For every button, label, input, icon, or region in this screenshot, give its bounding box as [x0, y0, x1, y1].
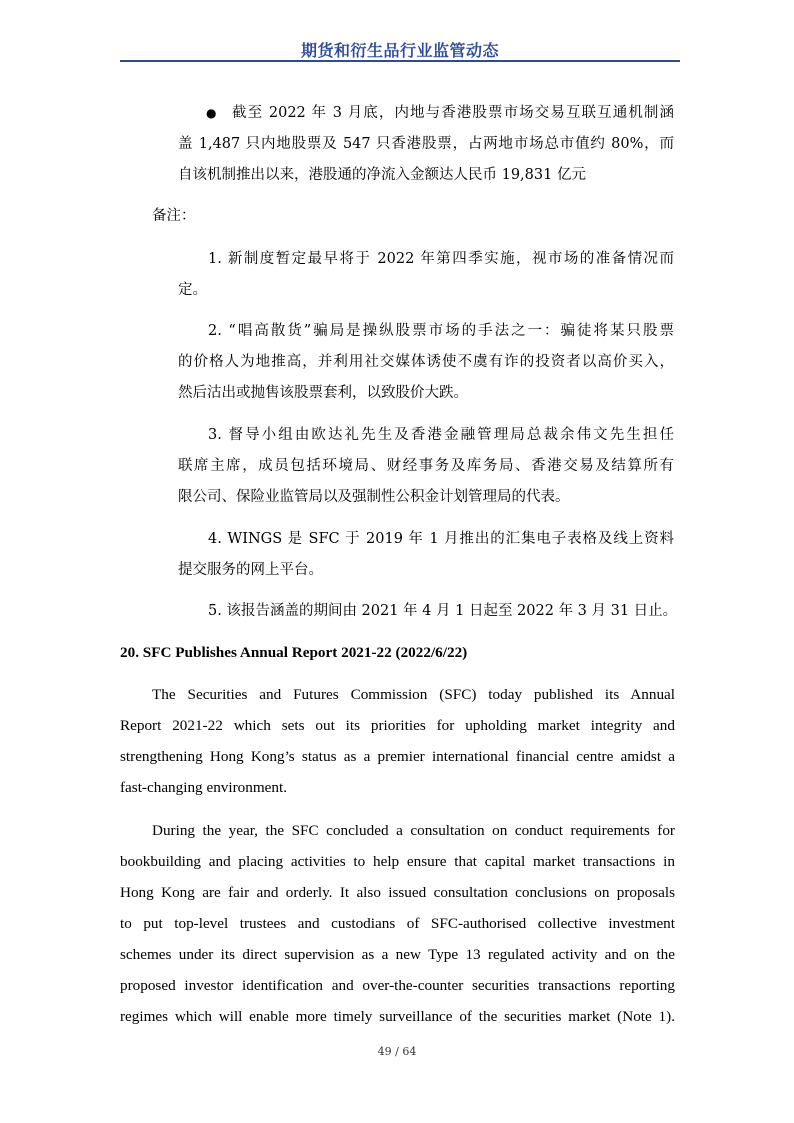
bullet-line: 截至 2022 年 3 月底，内地与香港股票市场交易互联互通机制涵: [232, 105, 674, 121]
paragraph-line: Hong Kong are fair and orderly. It also issued consultation conclusions on proposals: [120, 884, 675, 901]
header-divider: [120, 60, 680, 62]
note-line: 限公司、保险业监管局以及强制性公积金计划管理局的代表。: [178, 489, 570, 505]
note-line: 1. 新制度暂定最早将于 2022 年第四季实施，视市场的准备情况而: [208, 251, 674, 267]
bullet-marker: ●: [206, 106, 217, 120]
paragraph-line: bookbuilding and placing activities to help ensure that capital market transactions in: [120, 853, 675, 870]
paragraph-line: proposed investor identification and over-the-counter securities transactions reporting: [120, 977, 675, 994]
paragraph-line: to put top-level trustees and custodians of SFC-authorised collective investment: [120, 915, 675, 932]
paragraph-line: The Securities and Futures Commission (SFC) today published its Annual: [152, 686, 675, 703]
bullet-line: 盖 1,487 只内地股票及 547 只香港股票，占两地市场总市值约 80%，而: [178, 136, 674, 152]
paragraph-line: schemes under its direct supervision as a new Type 13 regulated activity and on the: [120, 946, 675, 963]
paragraph-line: fast-changing environment.: [120, 779, 288, 796]
paragraph-line: During the year, the SFC concluded a consultation on conduct requirements for: [152, 822, 675, 839]
note-line: 2. “唱高散货”骗局是操纵股票市场的手法之一：骗徒将某只股票: [208, 323, 674, 339]
note-line: 提交服务的网上平台。: [178, 562, 323, 578]
note-line: 定。: [178, 282, 207, 298]
note-line: 然后沽出或抛售该股票套利，以致股价大跌。: [178, 385, 468, 401]
page-header-title: 期货和衍生品行业监管动态: [300, 41, 499, 60]
note-line: 3. 督导小组由欧达礼先生及香港金融管理局总裁余伟文先生担任: [208, 427, 674, 443]
paragraph-line: Report 2021-22 which sets out its priorities for upholding market integrity and: [120, 717, 675, 734]
note-line: 联席主席，成员包括环境局、财经事务及库务局、香港交易及结算所有: [178, 458, 674, 474]
notes-label: 备注：: [152, 208, 196, 224]
paragraph-line: regimes which will enable more timely surveillance of the securities market (Note 1).: [120, 1008, 675, 1025]
note-line: 4. WINGS 是 SFC 于 2019 年 1 月推出的汇集电子表格及线上资料: [208, 531, 674, 547]
section-heading: 20. SFC Publishes Annual Report 2021-22 (2022/6/22): [120, 644, 468, 661]
bullet-line: 自该机制推出以来，港股通的净流入金额达人民币 19,831 亿元: [178, 167, 586, 183]
note-line: 5. 该报告涵盖的期间由 2021 年 4 月 1 日起至 2022 年 3 月 31 日止。: [208, 603, 678, 619]
note-line: 的价格人为地推高，并利用社交媒体诱使不虞有诈的投资者以高价买入，: [178, 354, 674, 370]
page-number: 49 / 64: [377, 1045, 417, 1058]
paragraph-line: strengthening Hong Kong’s status as a premier international financial centre amidst a: [120, 748, 675, 765]
